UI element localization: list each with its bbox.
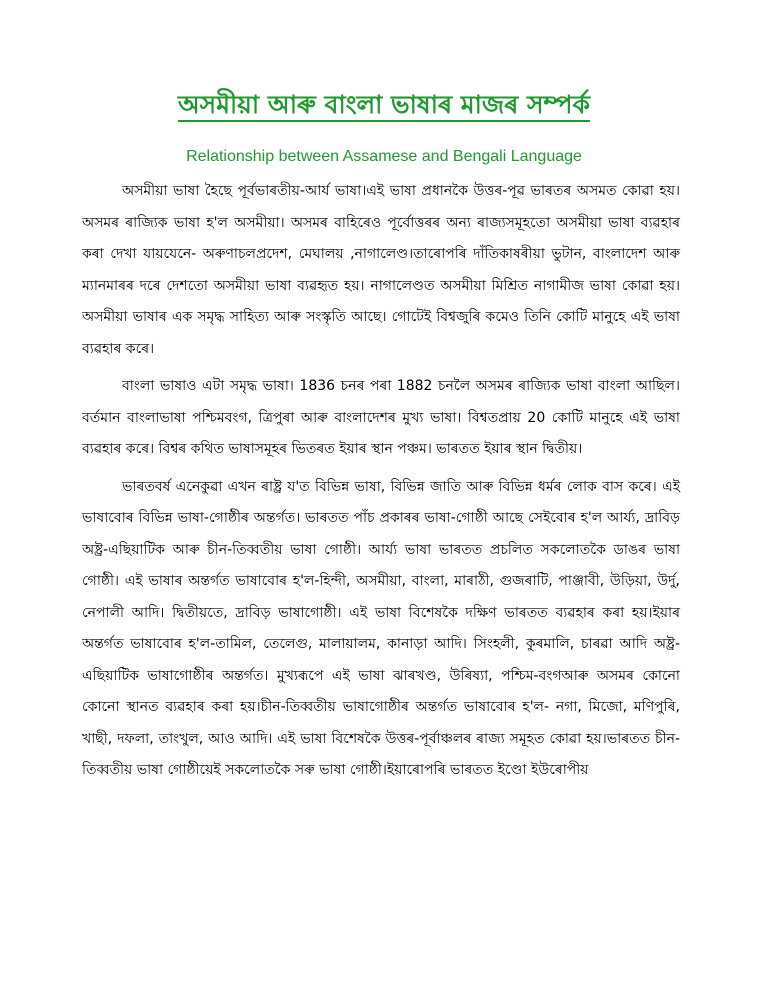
page-subtitle: Relationship between Assamese and Bengali Language <box>186 148 582 165</box>
paragraph-2: বাংলা ভাষাও এটা সমৃদ্ধ ভাষা। 1836 চনৰ পৰা 1882 চনলৈ অসমৰ ৰাজ্যিক ভাষা বাংলা আছিল। বৰ্তমান বাংলাভাষা পশ্চিমবংগ, ত্ৰিপুৰা আৰু বাংলাদেশৰ মুখ্য ভাষা। বিশ্বতপ্ৰায় 20 কোটি মানুহে এই ভাষা ব্যৱহাৰ কৰে। বিশ্বৰ কথিত ভাষাসমূহৰ ভিতৰত ইয়াৰ স্থান পঞ্চম। ভাৰতত ইয়াৰ স্থান দ্বিতীয়। <box>82 378 680 457</box>
document-body <box>82 176 680 793</box>
page-title <box>0 88 768 122</box>
page-title-text: অসমীয়া আৰু বাংলা ভাষাৰ মাজৰ সম্পৰ্ক <box>178 90 590 122</box>
paragraph-1: অসমীয়া ভাষা হৈছে পূৰ্বভাৰতীয়-আৰ্য ভাষা।এই ভাষা প্ৰধানকৈ উত্তৰ-পূৱ ভাৰতৰ অসমত কোৱা হয়। অসমৰ ৰাজ্যিক ভাষা হ'ল অসমীয়া। অসমৰ বাহিৰেও পূৰ্বোত্তৰৰ অন্য ৰাজ্যসমূহতো অসমীয়া ভাষা ব্যৱহাৰ কৰা দেখা যায়যেনে- অৰুণাচলপ্ৰদেশ, মেঘালয় ,নাগালেণ্ড।তাৰোপৰি দাঁতিকাষৰীয়া ভুটান, বাংলাদেশ আৰু ম্যানমাৰৰ দৰে দেশতো অসমীয়া ভাষা ব্যৱহৃত হয়। নাগালেণ্ডত অসমীয়া মিশ্ৰিত নাগামীজ ভাষা কোৱা হয়।অসমীয়া ভাষাৰ এক সমৃদ্ধ সাহিত্য আৰু সংস্কৃতি আছে। গোটেই বিশ্বজুৰি কমেও তিনি কোটি মানুহে এই ভাষা ব্যৱহাৰ কৰে। <box>82 183 680 357</box>
paragraph-3: ভাৰতবৰ্ষ এনেকুৱা এখন ৰাষ্ট্ৰ য'ত বিভিন্ন ভাষা, বিভিন্ন জাতি আৰু বিভিন্ন ধৰ্মৰ লোক বাস কৰে। এই ভাষাবোৰ বিভিন্ন ভাষা-গোষ্ঠীৰ অন্তৰ্গত। ভাৰতত পাঁচ প্ৰকাৰৰ ভাষা-গোষ্ঠী আছে সেইবোৰ হ'ল আৰ্য্য, দ্ৰাবিড় অষ্ট্ৰ-এছিয়াটিক আৰু চীন-তিব্বতীয় ভাষা গোষ্ঠী। আৰ্য্য ভাষা ভাৰতত প্ৰচলিত সকলোতকৈ ডাঙৰ ভাষা গোষ্ঠী। এই ভাষাৰ অন্তৰ্গত ভাষাবোৰ হ'ল-হিন্দী, অসমীয়া, বাংলা, মাৰাঠী, গুজৰাটি, পাঞ্জাবী, উড়িয়া, উৰ্দু, নেপালী আদি। দ্বিতীয়তে, দ্ৰাবিড় ভাষাগোষ্ঠী। এই ভাষা বিশেষকৈ দক্ষিণ ভাৰতত ব্যৱহাৰ কৰা হয়।ইয়াৰ অন্তৰ্গত ভাষাবোৰ হ'ল-তামিল, তেলেগু, মালায়ালম, কানাড়া আদি। সিংহলী, কুৰমালি, চাৰৱা আদি অষ্ট্ৰ-এছিয়াটিক ভাষাগোষ্ঠীৰ অন্তৰ্গত। মুখ্যৰূপে এই ভাষা ঝাৰখণ্ড, উৰিষ্যা, পশ্চিম-বংগআৰু অসমৰ কোনো কোনো স্থানত ব্যৱহাৰ কৰা হয়।চীন-তিব্বতীয় ভাষাগোষ্ঠীৰ অন্তৰ্গত ভাষাবোৰ হ'ল- নগা, মিজো, মণিপুৰি, খাছী, দফলা, তাংখুল, আও আদি। এই ভাষা বিশেষকৈ উত্তৰ-পূৰ্বাঞ্চলৰ ৰাজ্য সমূহত কোৱা হয়।ভাৰতত চীন-তিব্বতীয় ভাষা গোষ্ঠীয়েই সকলোতকৈ সৰু ভাষা গোষ্ঠী।ইয়াৰোপৰি ভাৰতত ইণ্ডো ইউৰোপীয় <box>82 478 680 778</box>
